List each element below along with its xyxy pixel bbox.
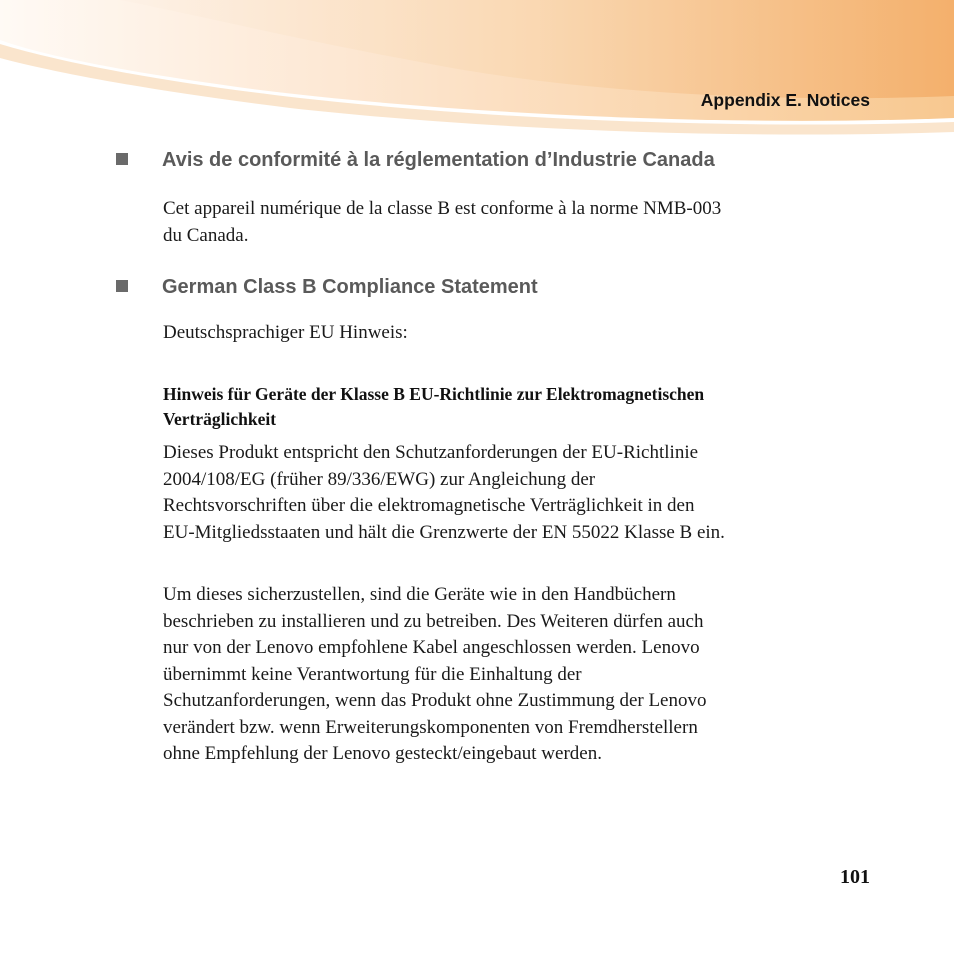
german-subheading [163,382,873,432]
german-paragraph-2 [163,582,873,768]
subheading-line: Verträglichkeit [163,409,277,429]
text-line: ohne Empfehlung der Lenovo gesteckt/eingebaut werden. [163,743,602,764]
text-line: beschrieben zu installieren und zu betreiben. Des Weiteren dürfen auch [163,610,704,632]
german-intro [163,320,873,347]
subheading-line: Hinweis für Geräte der Klasse B EU-Richtlinie zur Elektromagnetischen [163,384,705,404]
section-heading-german-class-b [116,276,538,299]
orange-header-banner [0,0,954,140]
german-paragraph-1 [163,440,873,546]
running-header: Appendix E. Notices [700,90,870,110]
text-line: 2004/108/EG (früher 89/336/EWG) zur Angleichung der [163,468,596,490]
text-line: Schutzanforderungen, wenn das Produkt ohne Zustimmung der Lenovo [163,690,707,711]
text-line: Rechtsvorschriften über die elektromagnetische Verträglichkeit in den [163,495,695,516]
square-bullet-icon [116,153,128,165]
text-line: Dieses Produkt entspricht den Schutzanforderungen der EU-Richtlinie [163,442,699,463]
text-line: übernimmt keine Verantwortung für die Einhaltung der [163,663,582,685]
text-line: du Canada. [163,224,249,246]
text-line: nur von der Lenovo empfohlene Kabel angeschlossen werden. Lenovo [163,637,700,658]
section-heading-text: German Class B Compliance Statement [162,276,538,298]
page-number: 101 [840,866,870,888]
square-bullet-icon [116,280,128,292]
section-heading-text: Avis de conformité à la réglementation d’Industrie Canada [162,149,715,171]
text-line: EU-Mitgliedsstaaten und hält die Grenzwerte der EN 55022 Klasse B ein. [163,521,725,543]
text-line: Cet appareil numérique de la classe B est conforme à la norme NMB-003 [163,198,722,219]
text-line: Um dieses sicherzustellen, sind die Geräte wie in den Handbüchern [163,584,676,605]
section-heading-industry-canada [116,149,715,172]
canada-statement [163,196,873,249]
text-line: Deutschsprachiger EU Hinweis: [163,322,408,343]
text-line: verändert bzw. wenn Erweiterungskomponenten von Fremdherstellern [163,716,698,738]
